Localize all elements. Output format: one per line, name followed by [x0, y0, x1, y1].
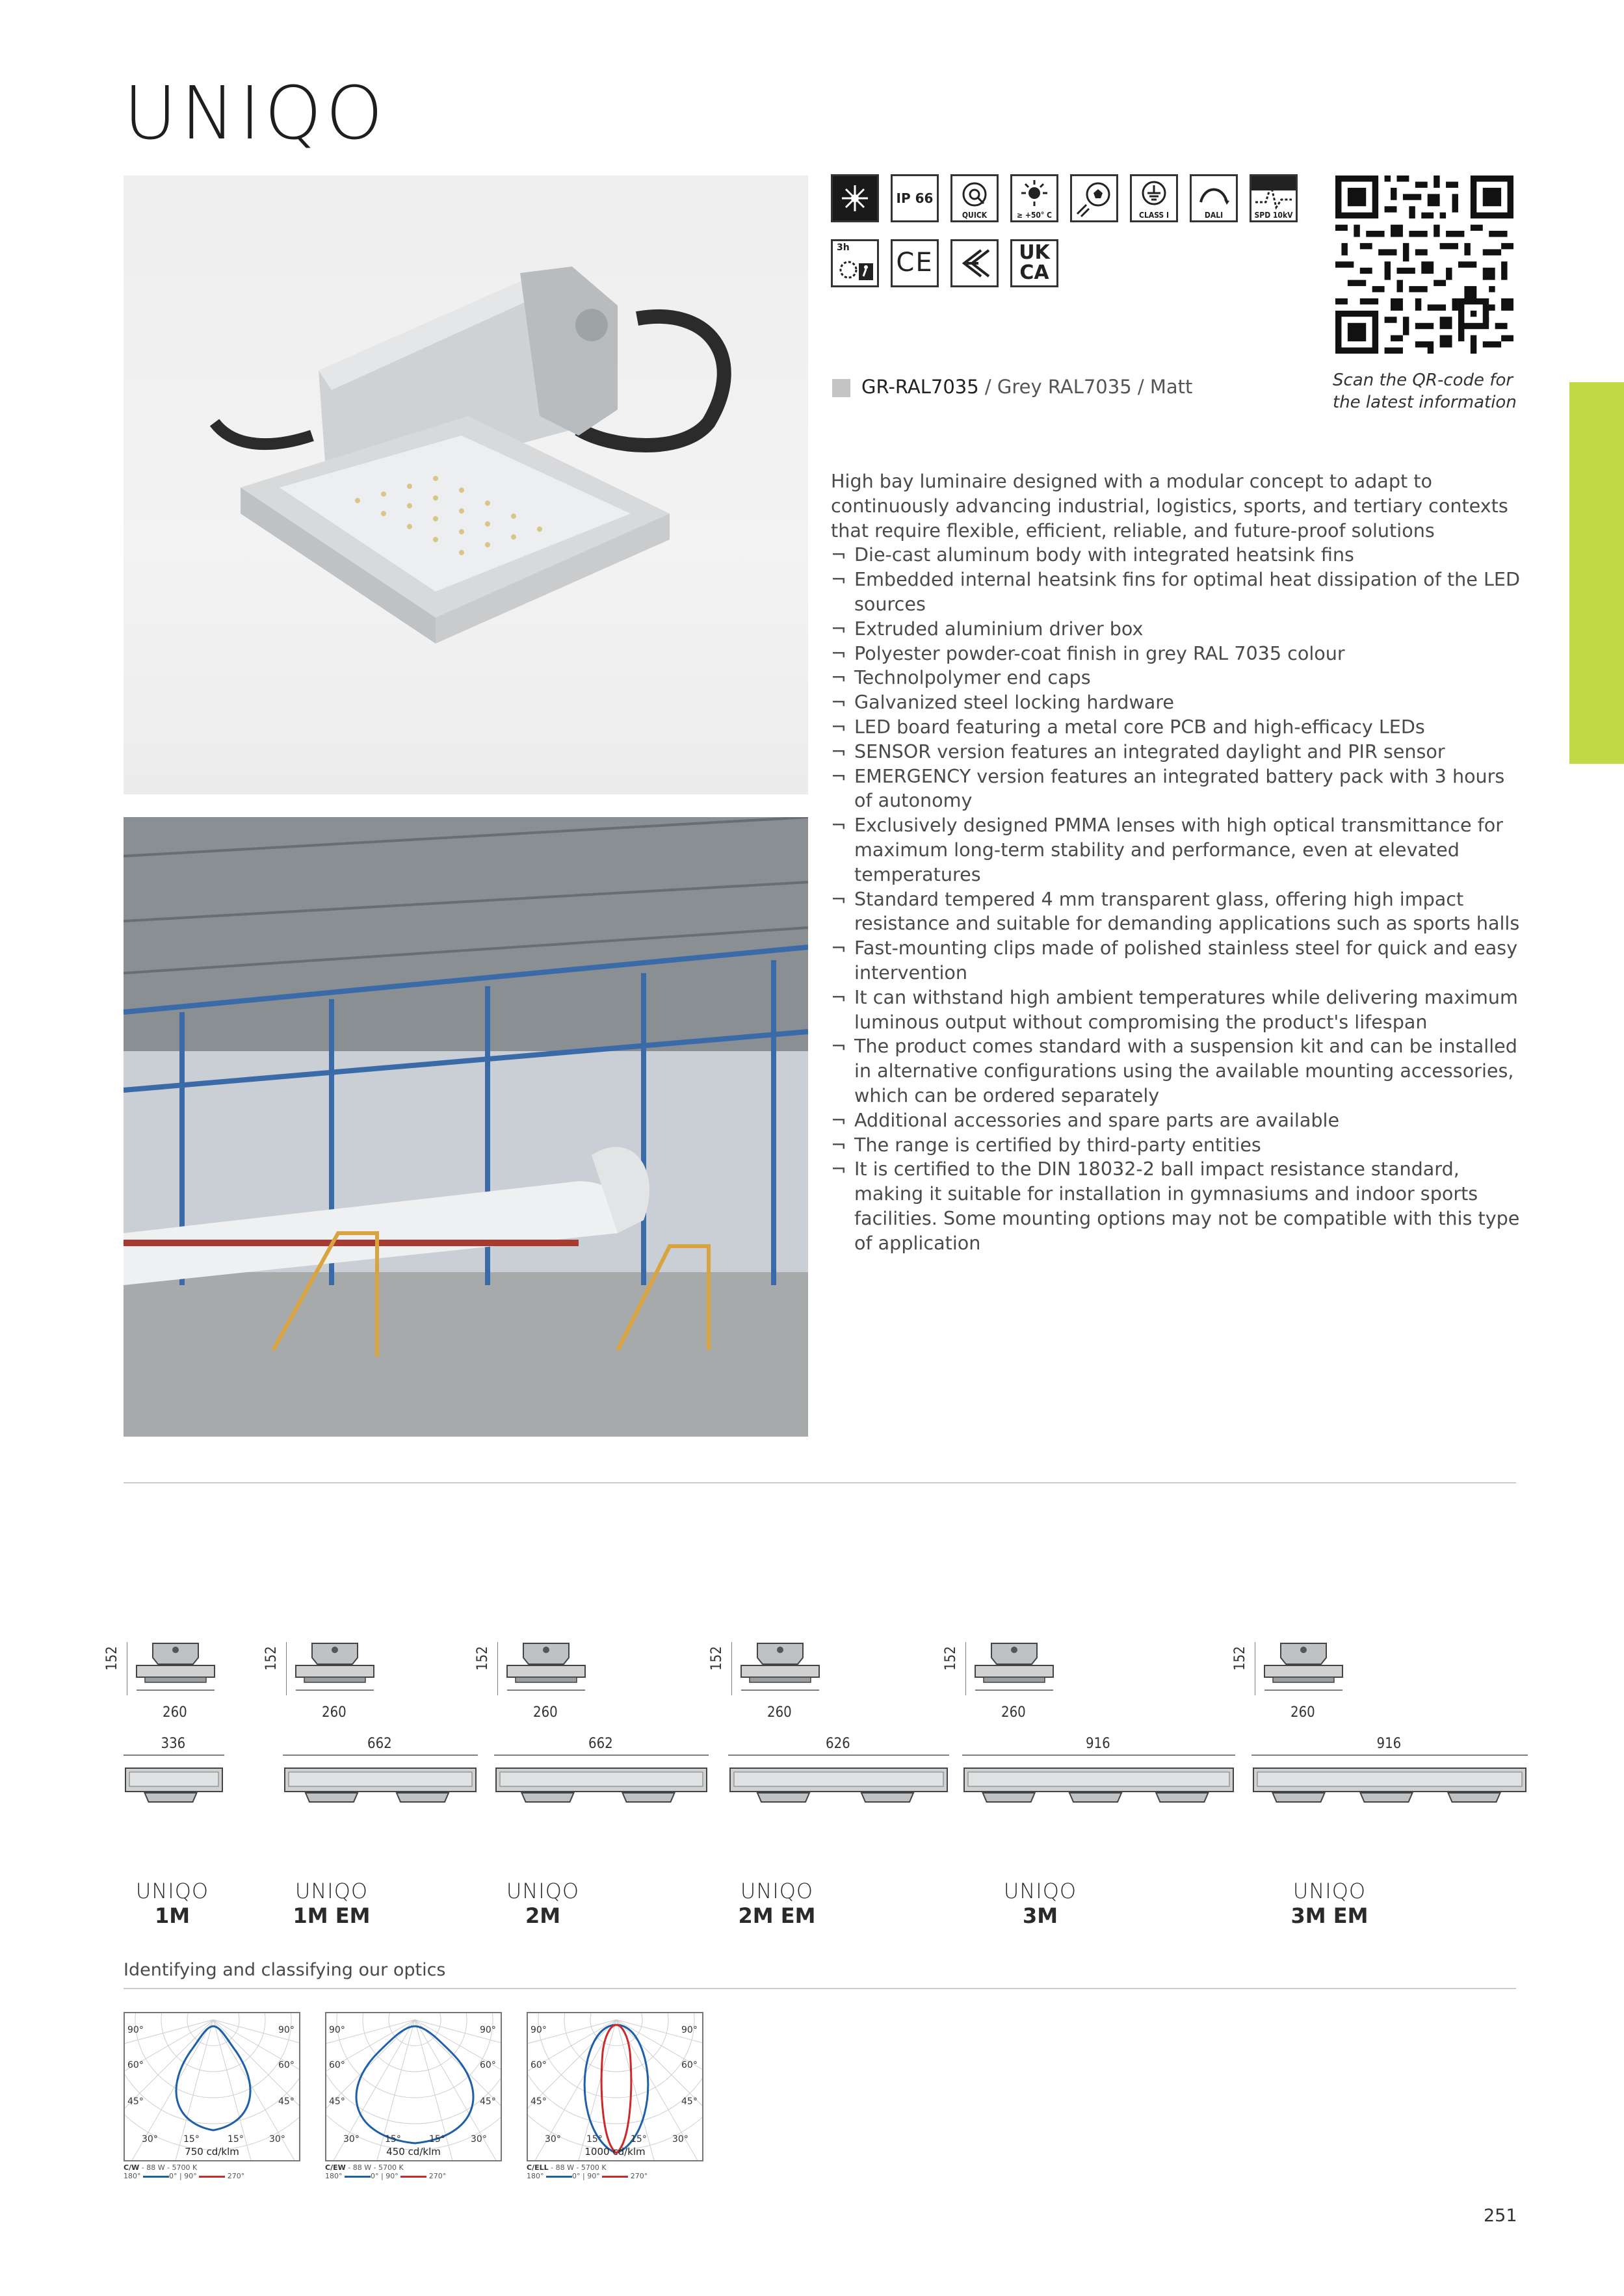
bullet-marker: ¬	[831, 642, 846, 664]
bullet-marker: ¬	[831, 1108, 846, 1131]
length-dimension: 662	[367, 1736, 392, 1752]
angle-label: 30°	[142, 2134, 158, 2145]
model-name	[114, 1879, 231, 1928]
angle-label: 45°	[681, 2096, 698, 2107]
legend-180: 180°	[325, 2172, 343, 2180]
model-variant: 3M EM	[1290, 1903, 1369, 1928]
emergency-icon: 3h	[831, 239, 879, 287]
feature-item	[831, 617, 1520, 642]
feature-item	[831, 1133, 1520, 1158]
model-name	[718, 1879, 835, 1928]
intensity-value: 450 cd/klm	[386, 2146, 441, 2158]
legend-line-red	[400, 2176, 426, 2178]
polar-diagram	[325, 2012, 502, 2161]
angle-label: 45°	[278, 2096, 295, 2107]
led-light-icon	[831, 174, 879, 222]
model-side-view	[497, 1638, 614, 1697]
angle-label: 60°	[278, 2060, 295, 2070]
bullet-marker: ¬	[831, 985, 846, 1008]
angle-label: 15°	[183, 2134, 200, 2145]
page-number: 251	[1484, 2206, 1517, 2226]
ce-mark-icon: CE	[891, 239, 939, 287]
feature-item	[831, 567, 1520, 617]
intensity-value: 750 cd/klm	[185, 2146, 239, 2158]
height-dimension: 152	[709, 1646, 725, 1671]
model-variant: 2M	[525, 1903, 561, 1928]
polar-diagram	[124, 2012, 300, 2161]
legend-180: 180°	[527, 2172, 544, 2180]
legend-90: 90°	[587, 2172, 600, 2180]
finish-code: GR-RAL7035	[861, 376, 979, 398]
finish-color-swatch	[832, 379, 850, 397]
bullet-marker: ¬	[831, 764, 846, 787]
legend-line-red	[602, 2176, 628, 2178]
model-variant: 1M	[154, 1903, 190, 1928]
optics-heading: Identifying and classifying our optics	[124, 1960, 446, 1980]
feature-text: It can withstand high ambient temperatures while delivering maximum luminous output without compromising the product's lifespan	[854, 985, 1518, 1033]
legend-270: 270°	[630, 2172, 648, 2180]
feature-text: The range is certified by third-party entities	[854, 1133, 1261, 1156]
model-side-view	[731, 1638, 848, 1697]
bullet-marker: ¬	[831, 715, 846, 738]
angle-label: 15°	[631, 2134, 647, 2145]
angle-label: 45°	[127, 2096, 144, 2107]
section-divider	[124, 1482, 1516, 1483]
class-i-icon: CLASS I	[1130, 174, 1178, 222]
optics-divider	[124, 1988, 1516, 1989]
optic-spec: - 88 W - 5700 K	[348, 2163, 404, 2172]
feature-item	[831, 666, 1520, 690]
feature-item	[831, 936, 1520, 985]
dali-icon: DALI	[1190, 174, 1238, 222]
model-front-view	[959, 1749, 1238, 1820]
feature-text: Fast-mounting clips made of polished stainless steel for quick and easy intervention	[854, 937, 1518, 984]
width-dimension: 260	[533, 1704, 558, 1721]
polar-caption: C/ELL - 88 W - 5700 K 180° 0° | 90° 270°	[527, 2163, 648, 2180]
length-dimension: 336	[161, 1736, 186, 1752]
angle-label: 60°	[530, 2060, 547, 2070]
legend-line-blue	[546, 2176, 572, 2178]
model-family: UNIQO	[1292, 1879, 1367, 1903]
quick-icon: QUICK	[950, 174, 999, 222]
page-title: UNIQO	[124, 72, 387, 156]
height-dimension: 152	[1232, 1646, 1248, 1671]
feature-text: The product comes standard with a suspension kit and can be installed in alternative configurations using the available mounting accessories, which can be ordered separately	[854, 1035, 1517, 1106]
ball-impact-icon	[1070, 174, 1118, 222]
width-dimension: 260	[767, 1704, 792, 1721]
legend-180: 180°	[124, 2172, 141, 2180]
model-variant: 1M EM	[293, 1903, 371, 1928]
angle-label: 90°	[530, 2025, 547, 2035]
legend-line-red	[199, 2176, 225, 2178]
feature-text: Galvanized steel locking hardware	[854, 691, 1174, 714]
bullet-marker: ¬	[831, 814, 846, 837]
bullet-marker: ¬	[831, 568, 846, 591]
section-tab	[1569, 382, 1624, 764]
optic-code: C/ELL	[527, 2163, 549, 2172]
product-photo	[124, 176, 808, 794]
model-side-view	[1255, 1638, 1372, 1697]
legend-line-blue	[345, 2176, 371, 2178]
feature-text: Standard tempered 4 mm transparent glass, offering high impact resistance and suitable for demanding applications such as sports halls	[854, 887, 1520, 935]
width-dimension: 260	[322, 1704, 347, 1721]
model-name	[1271, 1879, 1388, 1928]
angle-label: 30°	[672, 2134, 688, 2145]
model-family: UNIQO	[135, 1879, 209, 1903]
feature-text: SENSOR version features an integrated daylight and PIR sensor	[854, 740, 1445, 763]
legend-90: 90°	[386, 2172, 399, 2180]
feature-item	[831, 715, 1520, 740]
height-dimension: 152	[263, 1646, 280, 1671]
hangar-photo	[124, 817, 808, 1437]
feature-text: LED board featuring a metal core PCB and high-efficacy LEDs	[854, 715, 1425, 738]
bullet-marker: ¬	[831, 1158, 846, 1181]
angle-label: 90°	[329, 2025, 345, 2035]
product-description	[831, 469, 1520, 1256]
feature-item	[831, 1157, 1520, 1255]
model-side-view	[286, 1638, 403, 1697]
angle-label: 90°	[127, 2025, 144, 2035]
angle-label: 90°	[278, 2025, 295, 2035]
qr-code[interactable]	[1335, 176, 1513, 354]
model-name	[273, 1879, 390, 1928]
spd-icon: SPD 10kV	[1250, 174, 1298, 222]
bullet-marker: ¬	[831, 543, 846, 566]
bullet-marker: ¬	[831, 666, 846, 689]
angle-label: 30°	[471, 2134, 487, 2145]
feature-item	[831, 543, 1520, 567]
legend-270: 270°	[227, 2172, 245, 2180]
angle-label: 60°	[480, 2060, 496, 2070]
model-front-view	[280, 1749, 481, 1820]
feature-item	[831, 1108, 1520, 1133]
length-dimension: 916	[1086, 1736, 1110, 1752]
feature-text: Extruded aluminium driver box	[854, 617, 1144, 640]
height-dimension: 152	[943, 1646, 959, 1671]
optic-spec: - 88 W - 5700 K	[551, 2163, 607, 2172]
model-variant: 3M	[1022, 1903, 1058, 1928]
bullet-marker: ¬	[831, 887, 846, 910]
width-dimension: 260	[1001, 1704, 1026, 1721]
legend-0: 0°	[371, 2172, 379, 2180]
width-dimension: 260	[1290, 1704, 1315, 1721]
length-dimension: 916	[1376, 1736, 1402, 1752]
model-family: UNIQO	[1003, 1879, 1077, 1903]
qr-caption: Scan the QR-code for the latest information	[1333, 371, 1517, 412]
temperature-icon: ≥ +50° C	[1010, 174, 1058, 222]
angle-label: 90°	[681, 2025, 698, 2035]
feature-text: Polyester powder-coat finish in grey RAL 7035 colour	[854, 642, 1345, 664]
model-side-view	[965, 1638, 1082, 1697]
angle-label: 15°	[228, 2134, 244, 2145]
feature-item	[831, 1034, 1520, 1108]
bullet-marker: ¬	[831, 691, 846, 714]
length-dimension: 662	[588, 1736, 613, 1752]
angle-label: 15°	[385, 2134, 401, 2145]
intensity-value: 1000 cd/klm	[584, 2146, 646, 2158]
feature-item	[831, 740, 1520, 764]
eac-mark-icon	[950, 239, 999, 287]
feature-item	[831, 764, 1520, 814]
model-family: UNIQO	[506, 1879, 580, 1903]
polar-diagram	[527, 2012, 703, 2161]
finish-label	[861, 376, 1192, 398]
finish-description: / Grey RAL7035 / Matt	[978, 376, 1193, 398]
angle-label: 60°	[329, 2060, 345, 2070]
height-dimension: 152	[104, 1646, 120, 1671]
optic-spec: - 88 W - 5700 K	[141, 2163, 198, 2172]
angle-label: 15°	[429, 2134, 445, 2145]
legend-90: 90°	[184, 2172, 197, 2180]
angle-label: 60°	[681, 2060, 698, 2070]
feature-text: Additional accessories and spare parts are available	[854, 1108, 1340, 1131]
legend-line-blue	[143, 2176, 169, 2178]
feature-text: Embedded internal heatsink fins for optimal heat dissipation of the LED sources	[854, 568, 1520, 615]
bullet-marker: ¬	[831, 1133, 846, 1156]
description-intro: High bay luminaire designed with a modular concept to adapt to continuously advancing industrial, logistics, sports, and tertiary contexts that require flexible, efficient, reliable, and future-proof solutions	[831, 470, 1508, 541]
model-name	[484, 1879, 601, 1928]
model-family: UNIQO	[740, 1879, 814, 1903]
legend-0: 0°	[572, 2172, 581, 2180]
feature-text: EMERGENCY version features an integrated battery pack with 3 hours of autonomy	[854, 764, 1505, 812]
model-variant: 2M EM	[738, 1903, 816, 1928]
feature-item	[831, 887, 1520, 937]
model-front-view	[120, 1749, 228, 1820]
angle-label: 30°	[545, 2134, 561, 2145]
model-family: UNIQO	[295, 1879, 369, 1903]
angle-label: 45°	[530, 2096, 547, 2107]
bullet-marker: ¬	[831, 1035, 846, 1058]
feature-item	[831, 985, 1520, 1035]
feature-text: Technolpolymer end caps	[854, 666, 1091, 689]
angle-label: 30°	[343, 2134, 360, 2145]
angle-label: 60°	[127, 2060, 144, 2070]
ukca-mark-icon: UK CA	[1010, 239, 1058, 287]
feature-item	[831, 690, 1520, 715]
feature-item	[831, 642, 1520, 666]
legend-270: 270°	[428, 2172, 447, 2180]
model-front-view	[725, 1749, 952, 1820]
feature-item	[831, 813, 1520, 887]
ip66-icon: IP 66	[891, 174, 939, 222]
angle-label: 30°	[269, 2134, 285, 2145]
feature-text: Exclusively designed PMMA lenses with high optical transmittance for maximum long-term stability and performance, even at elevated temperatures	[854, 814, 1503, 885]
angle-label: 45°	[480, 2096, 496, 2107]
model-name	[982, 1879, 1099, 1928]
model-front-view	[491, 1749, 712, 1820]
angle-label: 90°	[480, 2025, 496, 2035]
width-dimension: 260	[163, 1704, 187, 1721]
polar-caption: C/W - 88 W - 5700 K 180° 0° | 90° 270°	[124, 2163, 245, 2180]
optic-code: C/EW	[325, 2163, 346, 2172]
bullet-marker: ¬	[831, 617, 846, 640]
feature-text: Die-cast aluminum body with integrated heatsink fins	[854, 543, 1354, 566]
model-front-view	[1248, 1749, 1531, 1820]
height-dimension: 152	[475, 1646, 491, 1671]
feature-list	[831, 543, 1520, 1255]
bullet-marker: ¬	[831, 740, 846, 763]
bullet-marker: ¬	[831, 937, 846, 959]
optic-code: C/W	[124, 2163, 140, 2172]
polar-caption: C/EW - 88 W - 5700 K 180° 0° | 90° 270°	[325, 2163, 447, 2180]
model-side-view	[127, 1638, 244, 1697]
angle-label: 15°	[586, 2134, 603, 2145]
feature-text: It is certified to the DIN 18032-2 ball impact resistance standard, making it suitable for installation in gymnasiums and indoor sports facilities. Some mounting options may not be compatible with this type of application	[854, 1158, 1520, 1254]
legend-0: 0°	[169, 2172, 177, 2180]
length-dimension: 626	[826, 1736, 850, 1752]
angle-label: 45°	[329, 2096, 345, 2107]
